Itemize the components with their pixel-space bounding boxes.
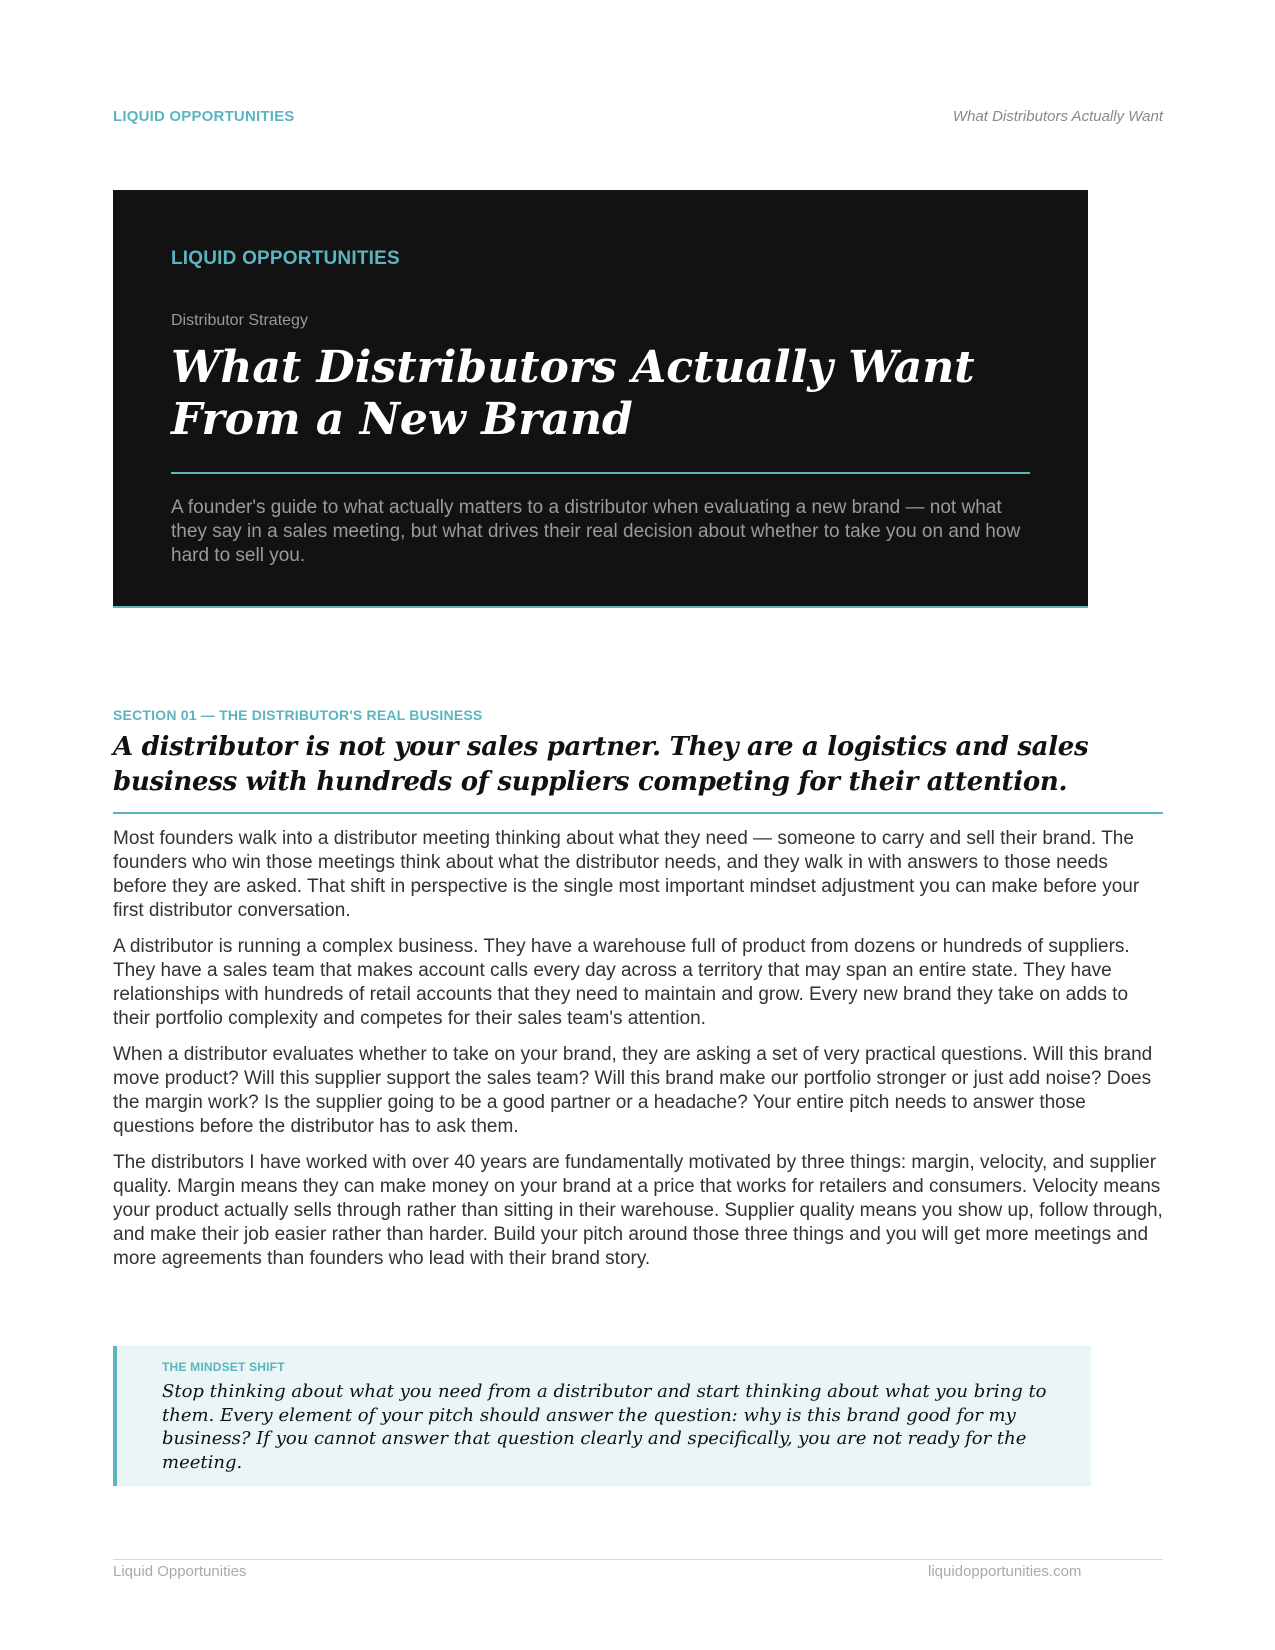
body-paragraph: The distributors I have worked with over 40 years are fundamentally motivated by three things: margin, velocity, and supplier quality. Margin means they can make money on your brand at a price that works for retailers and consumers. Velocity means your product actually sells through rather than sitting in their warehouse. Supplier quality means you show up, follow through, and make their job easier rather than harder. Build your pitch around those three things and you will get more meetings and more agreements than founders who lead with their brand story. <box>113 1152 1163 1269</box>
hero-banner <box>113 190 1088 608</box>
section-label: SECTION 01 — THE DISTRIBUTOR'S REAL BUSINESS <box>113 707 483 723</box>
body-paragraph: When a distributor evaluates whether to take on your brand, they are asking a set of very practical questions. Will this brand move product? Will this supplier support the sales team? Will this brand make our portfolio stronger or just add noise? Does the margin work? Is the supplier going to be a good partner or a headache? Your entire pitch needs to answer those questions before the distributor has to ask them. <box>113 1044 1153 1137</box>
page-title <box>171 342 1031 446</box>
hero-brand: LIQUID OPPORTUNITIES <box>171 248 400 269</box>
section-divider <box>113 812 1163 814</box>
body-paragraph: A distributor is running a complex business. They have a warehouse full of product from dozens or hundreds of suppliers. They have a sales team that makes account calls every day across a territory that may span an entire state. They have relationships with hundreds of retail accounts that they need to maintain and grow. Every new brand they take on adds to their portfolio complexity and competes for their sales team's attention. <box>113 936 1130 1029</box>
body-copy <box>113 827 1165 1283</box>
running-header-doc-title: What Distributors Actually Want <box>952 108 1163 125</box>
callout-text: Stop thinking about what you need from a distributor and start thinking about what you bring to them. Every element of your pitch should answer the question: why is this brand good for my business? If you cannot answer that question clearly and specifically, you are not ready for the meeting. <box>162 1381 1047 1473</box>
hero-kicker: Distributor Strategy <box>171 312 308 329</box>
callout-label: THE MINDSET SHIFT <box>162 1360 285 1374</box>
footer-website: liquidopportunities.com <box>928 1563 1082 1580</box>
footer-divider <box>113 1559 1163 1560</box>
page-title-line-1: What Distributors Actually Want <box>171 342 975 393</box>
mindset-callout <box>113 1346 1091 1486</box>
page-title-line-2: From a New Brand <box>171 394 633 445</box>
section-heading: A distributor is not your sales partner. They are a logistics and sales business with hundreds of suppliers competing for their attention. <box>113 732 1089 797</box>
footer-brand: Liquid Opportunities <box>113 1563 247 1580</box>
hero-divider <box>171 472 1030 474</box>
running-header-brand: LIQUID OPPORTUNITIES <box>113 108 295 125</box>
hero-summary: A founder's guide to what actually matters to a distributor when evaluating a new brand — not what they say in a sales meeting, but what drives their real decision about whether to take you on and how hard to sell you. <box>171 497 1021 566</box>
body-paragraph: Most founders walk into a distributor meeting thinking about what they need — someone to carry and sell their brand. The founders who win those meetings think about what the distributor needs, and they walk in with answers to those needs before they are asked. That shift in perspective is the single most important mindset adjustment you can make before your first distributor conversation. <box>113 828 1140 921</box>
